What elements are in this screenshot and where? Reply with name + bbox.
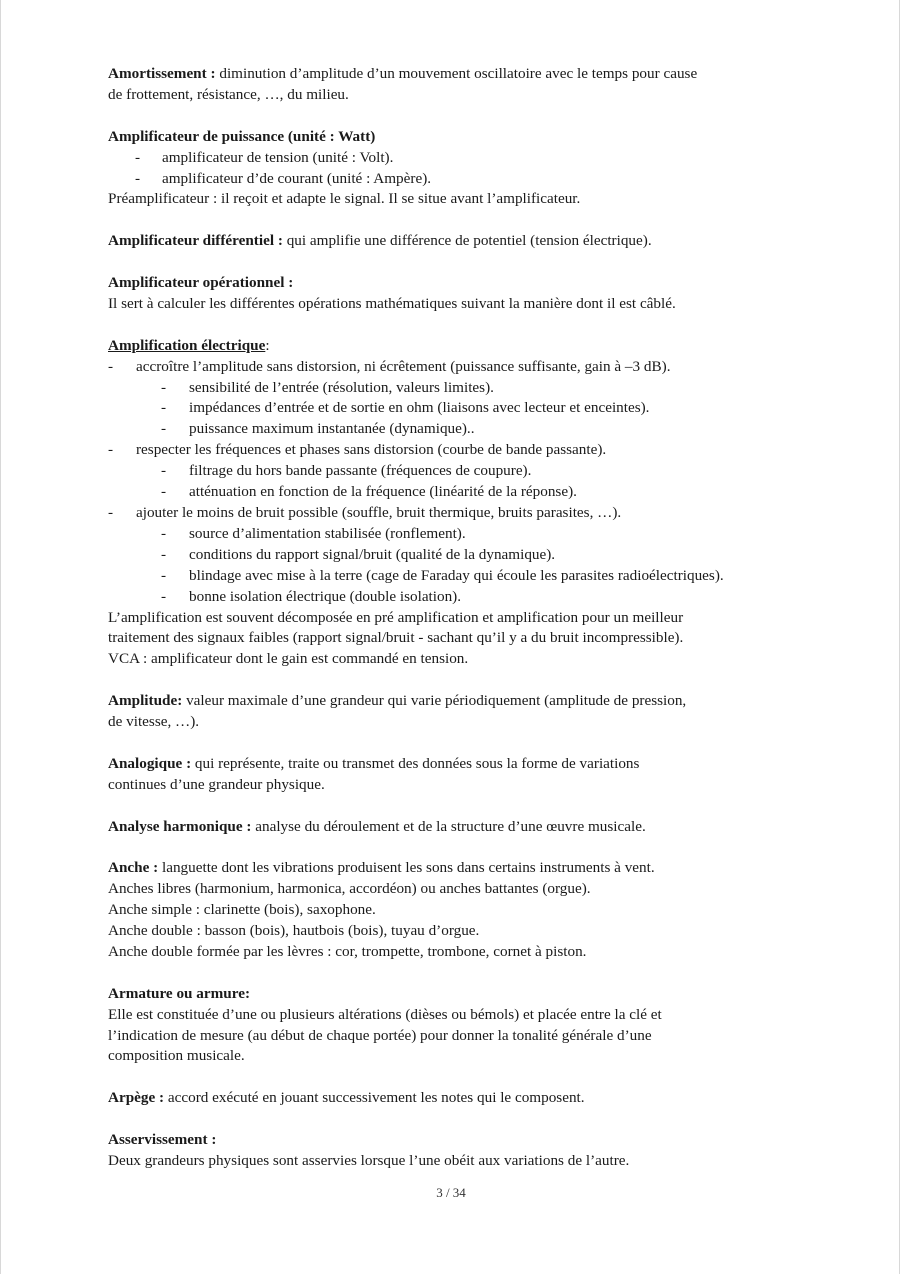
definition-text: Deux grandeurs physiques sont asservies lorsque l’une obéit aux variations de l’autre. [108, 1151, 630, 1169]
list-item-text: blindage avec mise à la terre (cage de Faraday qui écoule les parasites radioélectriques). [189, 566, 724, 584]
list-item [108, 503, 828, 524]
list-item-text: accroître l’amplitude sans distorsion, ni écrêtement (puissance suffisante, gain à –3 dB). [136, 357, 671, 375]
definition-text: qui amplifie une différence de potentiel (tension électrique). [282, 232, 652, 250]
term-ampli-puissance: Amplificateur de puissance (unité : Watt) [108, 127, 376, 145]
definition-text: de frottement, résistance, …, du milieu. [108, 85, 349, 103]
definition-text: valeur maximale d’une grandeur qui varie périodiquement (amplitude de pression, [182, 692, 687, 710]
dash-bullet: - [161, 483, 167, 501]
term-amplification: Amplification électrique [108, 336, 266, 354]
dash-bullet: - [108, 441, 114, 459]
list-item [108, 440, 828, 461]
list-item-text: conditions du rapport signal/bruit (qualité de la dynamique). [189, 545, 556, 563]
term-analyse-harmonique: Analyse harmonique : [108, 817, 252, 835]
definition-text: VCA : amplificateur dont le gain est commandé en tension. [108, 650, 469, 668]
definition-text: Anches libres (harmonium, harmonica, accordéon) ou anches battantes (orgue). [108, 880, 591, 898]
entry-analogique [108, 754, 828, 775]
dash-bullet: - [161, 545, 167, 563]
definition-text: l’indication de mesure (au début de chaque portée) pour donner la tonalité générale d’une [108, 1026, 652, 1044]
list-item-text: sensibilité de l’entrée (résolution, valeurs limites). [189, 378, 494, 396]
definition-text: Anche double : basson (bois), hautbois (bois), tuyau d’orgue. [108, 922, 480, 940]
list-item-text: amplificateur d’de courant (unité : Ampère). [162, 169, 432, 187]
sub-list-item [108, 419, 828, 440]
sub-list-item [108, 482, 828, 503]
term-asservissement: Asservissement : [108, 1131, 217, 1149]
definition-text: Elle est constituée d’une ou plusieurs altérations (dièses ou bémols) et placée entre la clé et [108, 1005, 662, 1023]
term-analogique: Analogique : [108, 754, 192, 772]
definition-text: Anche simple : clarinette (bois), saxophone. [108, 901, 376, 919]
definition-text: languette dont les vibrations produisent les sons dans certains instruments à vent. [158, 859, 655, 877]
sub-list-item [108, 545, 828, 566]
definition-text: qui représente, traite ou transmet des données sous la forme de variations [191, 754, 640, 772]
term-anche: Anche : [108, 859, 159, 877]
dash-bullet: - [135, 148, 141, 166]
list-item-text: source d’alimentation stabilisée (ronflement). [189, 524, 466, 542]
definition-text: Il sert à calculer les différentes opérations mathématiques suivant la manière dont il est câblé. [108, 294, 676, 312]
definition-text: accord exécuté en jouant successivement les notes qui le composent. [164, 1089, 585, 1107]
sub-list-item [108, 587, 828, 608]
term-arpege: Arpège : [108, 1089, 165, 1107]
term-ampli-differentiel: Amplificateur différentiel : [108, 232, 283, 250]
definition-text: L’amplification est souvent décomposée en pré amplification et amplification pour un meilleur [108, 608, 684, 626]
term-colon: : [265, 336, 270, 354]
dash-bullet: - [161, 462, 167, 480]
list-item-text: bonne isolation électrique (double isolation). [189, 587, 462, 605]
entry-amplitude [108, 691, 828, 712]
definition-text: Préamplificateur : il reçoit et adapte le signal. Il se situe avant l’amplificateur. [108, 190, 581, 208]
sub-list-item [108, 566, 828, 587]
dash-bullet: - [108, 357, 114, 375]
dash-bullet: - [161, 587, 167, 605]
definition-text: diminution d’amplitude d’un mouvement oscillatoire avec le temps pour cause [215, 65, 698, 82]
list-item [108, 169, 828, 190]
list-item-text: atténuation en fonction de la fréquence (linéarité de la réponse). [189, 483, 577, 501]
entry-anche [108, 858, 828, 879]
definition-text: composition musicale. [108, 1047, 245, 1065]
list-item [108, 148, 828, 169]
list-item-text: impédances d’entrée et de sortie en ohm (liaisons avec lecteur et enceintes). [189, 399, 650, 417]
list-item-text: respecter les fréquences et phases sans distorsion (courbe de bande passante). [136, 441, 607, 459]
list-item [108, 357, 828, 378]
definition-text: Anche double formée par les lèvres : cor, trompette, trombone, cornet à piston. [108, 942, 587, 960]
term-ampli-operationnel: Amplificateur opérationnel : [108, 274, 294, 292]
term-armature: Armature ou armure: [108, 984, 250, 1002]
glossary-content [108, 64, 828, 1172]
entry-amplification [108, 336, 828, 357]
definition-text: de vitesse, …). [108, 713, 200, 731]
dash-bullet: - [135, 169, 141, 187]
definition-text: continues d’une grandeur physique. [108, 775, 325, 793]
sub-list-item [108, 378, 828, 399]
term-amplitude: Amplitude: [108, 692, 183, 710]
definition-text: traitement des signaux faibles (rapport signal/bruit - sachant qu’il y a du bruit incompressible). [108, 629, 684, 647]
entry-arpege [108, 1088, 828, 1109]
dash-bullet: - [161, 566, 167, 584]
dash-bullet: - [161, 399, 167, 417]
dash-bullet: - [161, 420, 167, 438]
list-item-text: amplificateur de tension (unité : Volt). [162, 148, 394, 166]
page-number: 3 / 34 [436, 1185, 466, 1200]
dash-bullet: - [108, 503, 114, 521]
sub-list-item [108, 461, 828, 482]
list-item-text: ajouter le moins de bruit possible (souffle, bruit thermique, bruits parasites, …). [136, 503, 622, 521]
entry-ampli-differentiel [108, 231, 828, 252]
dash-bullet: - [161, 378, 167, 396]
definition-text: analyse du déroulement et de la structure d’une œuvre musicale. [251, 817, 646, 835]
sub-list-item [108, 398, 828, 419]
sub-list-item [108, 524, 828, 545]
entry-analyse-harmonique [108, 817, 828, 838]
dash-bullet: - [161, 524, 167, 542]
term-amortissement: Amortissement : [108, 65, 216, 82]
list-item-text: filtrage du hors bande passante (fréquences de coupure). [189, 462, 532, 480]
list-item-text: puissance maximum instantanée (dynamique).. [189, 420, 475, 438]
entry-amortissement [108, 64, 828, 85]
